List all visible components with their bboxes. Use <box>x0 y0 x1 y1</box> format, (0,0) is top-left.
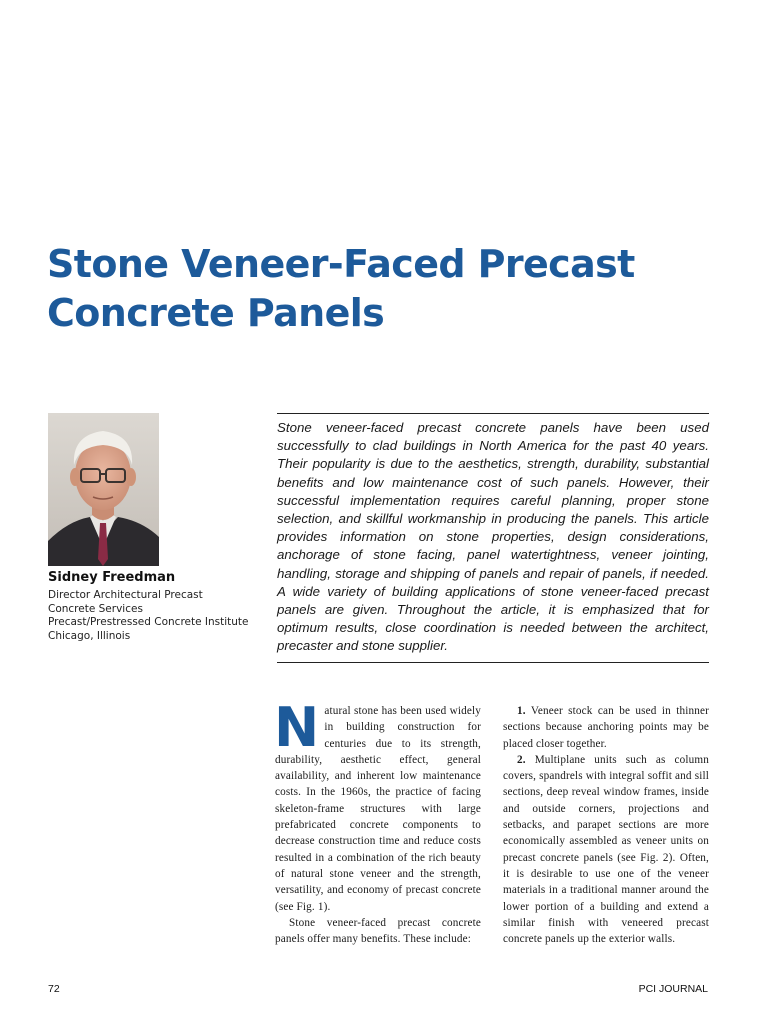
drop-cap: N <box>274 696 320 759</box>
benefit-item-2-number: 2. <box>517 753 526 766</box>
author-affiliation-line: Chicago, Illinois <box>48 629 131 642</box>
page-number: 72 <box>48 983 60 995</box>
body-column-right <box>503 703 709 947</box>
article-title <box>47 240 635 338</box>
abstract-text: Stone veneer-faced precast concrete panels have been used successfully to clad buildings in North America for the past 40 years. Their popularity is due to the aesthetics, strength, durability, substantial benefits and low maintenance cost of such panels. However, their successful implementation requires careful planning, proper stone selection, and skillful workmanship in producing the panels. This article provides information on stone properties, design considerations, anchorage of stone facing, panel watertightness, veneer jointing, handling, storage and shipping of panels and repair of panels, if needed. A wide variety of building applications of stone veneer-faced precast panels are given. Throughout the article, it is emphasized that for optimum results, close coordination is needed between the architect, precaster and stone supplier. <box>277 420 709 654</box>
benefit-item-2 <box>503 752 709 948</box>
benefits-intro-paragraph: Stone veneer-faced precast concrete panels offer many benefits. These include: <box>275 916 481 946</box>
author-photo <box>48 413 159 566</box>
benefit-item-1-number: 1. <box>517 705 526 717</box>
author-name: Sidney Freedman <box>48 570 176 585</box>
benefit-item-1 <box>503 703 709 752</box>
intro-paragraph-text: atural stone has been used widely in building construction for centuries due to its strength, durability, aesthetic effect, general availability, and inherent low maintenance costs. In the 1960s, the practice of facing skeleton-frame structures with large prefabricated concrete components to decrease construction time and reduce costs resulted in a combination of the rich beauty of natural stone veneer and the strength, versatility, and economy of precast concrete (see Fig. 1). <box>275 705 481 913</box>
author-affiliation-line: Concrete Services <box>48 602 143 615</box>
intro-paragraph <box>274 696 481 915</box>
benefit-item-1-text: Veneer stock can be used in thinner sections because anchoring points may be placed closer together. <box>503 705 709 750</box>
author-block <box>48 569 268 643</box>
author-portrait-image <box>48 413 159 566</box>
author-affiliation-line: Director Architectural Precast <box>48 589 203 601</box>
author-affiliation-line: Precast/Prestressed Concrete Institute <box>48 616 249 628</box>
body-column-left <box>274 696 481 947</box>
benefit-item-2-text: Multiplane units such as column covers, spandrels with integral soffit and sill sections, deep reveal window frames, inside and outside corners, projections and setbacks, and parapet sections are more economically assembled as veneer units on precast concrete panels (see Fig. 2). Often, it is desirable to use one of the veneer materials in a traditional manner around the lower portion of a building and extend a similar finish with veneered precast concrete panels up the exterior walls. <box>503 753 709 946</box>
article-title-line-2: Concrete Panels <box>47 291 385 335</box>
abstract-box <box>277 413 709 663</box>
article-title-line-1: Stone Veneer-Faced Precast <box>47 242 635 286</box>
journal-name: PCI JOURNAL <box>638 983 708 995</box>
